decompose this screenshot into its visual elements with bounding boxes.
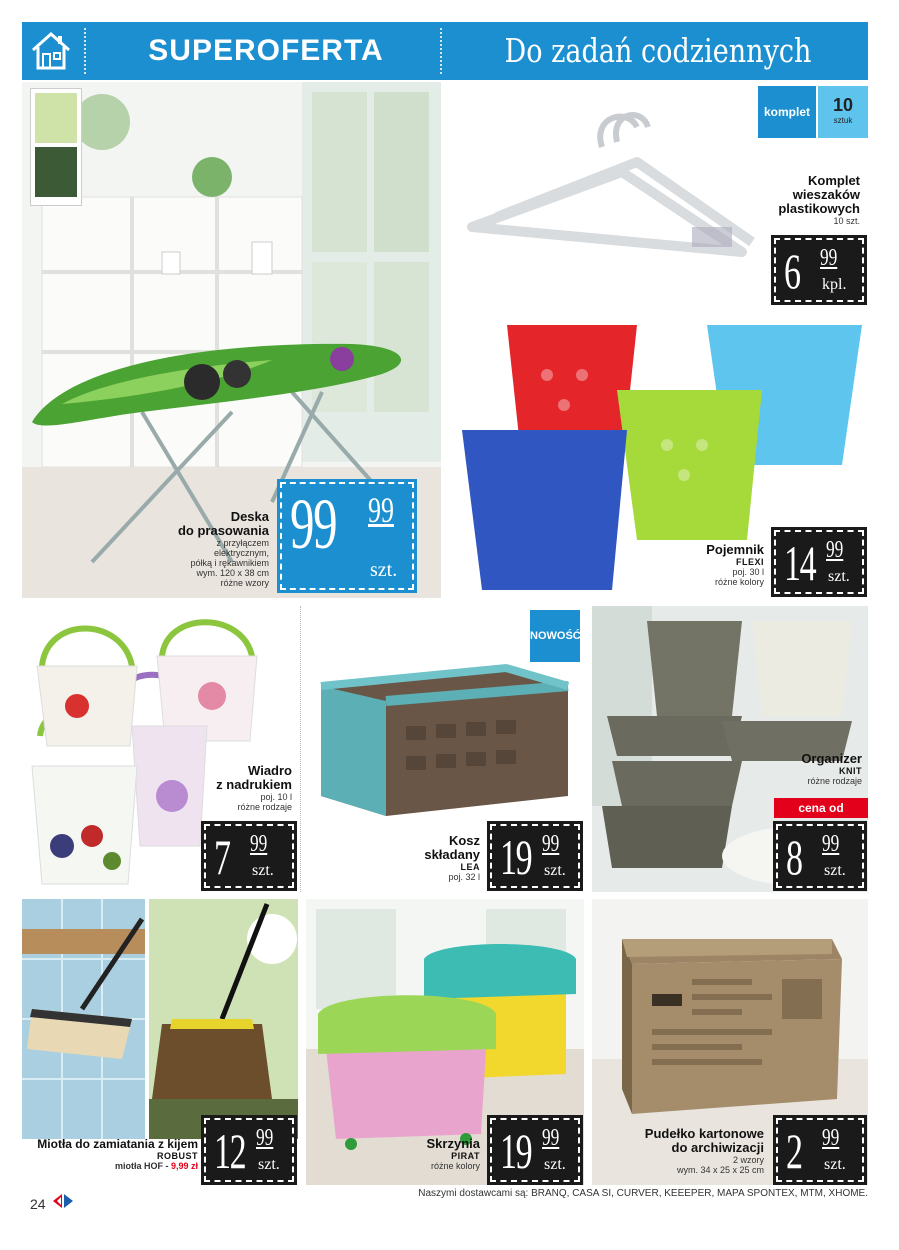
price-tag <box>204 824 294 888</box>
price-cents: 99 <box>250 831 268 857</box>
price-main: 7 <box>214 829 230 885</box>
quantity-badge <box>818 86 868 138</box>
price-unit: szt. <box>252 862 274 879</box>
pattern-swatches[interactable] <box>30 88 82 206</box>
new-badge: NOWOŚĆ <box>530 610 580 662</box>
product-brand: KNIT <box>839 766 862 776</box>
product-desc: różne kolory <box>714 577 764 587</box>
product-brand: PIRAT <box>451 1151 480 1161</box>
archive-box-text <box>604 1127 764 1175</box>
price-main: 99 <box>290 484 337 564</box>
price-from-badge: cena od <box>774 798 868 818</box>
product-desc: 10 szt. <box>833 216 860 226</box>
product-desc <box>22 1161 198 1171</box>
price-unit: kpl. <box>822 276 847 293</box>
price-cents: 99 <box>822 831 840 857</box>
price-main: 8 <box>786 829 802 885</box>
product-name: Pojemnik <box>706 542 764 557</box>
product-name: Pudełko kartonowe <box>644 1126 764 1141</box>
header-title-left: SUPEROFERTA <box>148 34 384 67</box>
price-main: 2 <box>786 1123 802 1179</box>
page-number: 24 <box>30 1196 46 1212</box>
product-desc: różne rodzaje <box>237 802 292 812</box>
product-desc: półką i rękawnikiem <box>190 558 269 568</box>
lea-crate-text <box>390 834 480 882</box>
price-main: 19 <box>500 1123 532 1179</box>
product-desc: różne wzory <box>220 578 269 588</box>
price-tag <box>776 1118 864 1182</box>
price-cents: 99 <box>820 245 838 271</box>
header-divider <box>84 28 86 74</box>
price-tag <box>490 1118 580 1182</box>
page-header <box>22 22 868 80</box>
product-name: Skrzynia <box>426 1136 480 1151</box>
price-tag <box>776 824 864 888</box>
pattern-swatch-orchid[interactable] <box>35 147 77 197</box>
product-desc-text: miotła HOF - <box>114 1161 171 1171</box>
carrefour-logo-icon <box>50 1192 76 1215</box>
product-name: do archiwizacji <box>671 1140 764 1155</box>
product-name: Deska <box>230 509 269 524</box>
price-unit: szt. <box>544 1156 566 1173</box>
price-unit: szt. <box>828 568 850 585</box>
product-name: Miotła do zamiatania z kijem <box>37 1137 198 1151</box>
product-name: wieszaków <box>792 187 860 202</box>
product-desc: z przyłączem <box>216 538 269 548</box>
pirat-chest-text <box>390 1137 480 1171</box>
price-cents: 99 <box>826 537 844 563</box>
price-unit: szt. <box>824 1156 846 1173</box>
price-cents: 99 <box>368 490 394 530</box>
knit-organizer-text <box>762 752 862 786</box>
price-tag <box>204 1118 294 1182</box>
product-brand: ROBUST <box>157 1151 198 1161</box>
product-name: Komplet <box>808 173 860 188</box>
price-cents: 99 <box>822 1125 840 1151</box>
product-brand: LEA <box>460 862 480 872</box>
product-desc: różne kolory <box>430 1161 480 1171</box>
product-desc: poj. 10 l <box>260 792 292 802</box>
quantity-unit: sztuk <box>833 116 853 125</box>
price-main: 14 <box>784 535 816 591</box>
price-main: 12 <box>214 1123 246 1179</box>
price-unit: szt. <box>544 862 566 879</box>
price-tag <box>280 482 414 590</box>
suppliers-note: Naszymi dostawcami są: BRANQ, CASA SI, CURVER, KEEEPER, MAPA SPONTEX, MTM, XHOME. <box>418 1188 868 1199</box>
price-tag <box>774 238 864 302</box>
printed-bucket-text <box>192 764 292 812</box>
price-unit: szt. <box>824 862 846 879</box>
pattern-swatch-flowers[interactable] <box>35 93 77 143</box>
product-name: Organizer <box>801 751 862 766</box>
price-unit: szt. <box>258 1156 280 1173</box>
product-name: z nadrukiem <box>216 777 292 792</box>
price-tag <box>490 824 580 888</box>
price-cents: 99 <box>542 831 560 857</box>
home-icon[interactable] <box>22 22 80 80</box>
price-cents: 99 <box>542 1125 560 1151</box>
header-divider <box>440 28 442 74</box>
price-cents: 99 <box>256 1125 274 1151</box>
broom-text <box>22 1137 198 1171</box>
product-desc: poj. 30 l <box>732 567 764 577</box>
price-main: 6 <box>784 243 800 299</box>
product-brand: FLEXI <box>735 557 764 567</box>
product-desc: wym. 34 x 25 x 25 cm <box>676 1165 764 1175</box>
flexi-text <box>654 543 764 587</box>
product-desc: poj. 32 l <box>448 872 480 882</box>
hangers-text <box>750 174 860 226</box>
quantity-number: 10 <box>832 95 854 115</box>
alt-price: 9,99 zł <box>170 1161 198 1171</box>
product-desc: 2 wzory <box>732 1155 764 1165</box>
product-desc: wym. 120 x 38 cm <box>196 568 269 578</box>
product-name: Wiadro <box>248 763 292 778</box>
price-unit: szt. <box>370 559 398 581</box>
product-desc: różne rodzaje <box>807 776 862 786</box>
product-name: składany <box>424 847 480 862</box>
product-name: Kosz <box>448 833 480 848</box>
product-desc: elektrycznym, <box>213 548 269 558</box>
set-badge: komplet <box>758 86 816 138</box>
panel-divider <box>300 606 301 892</box>
header-title-right: Do zadań codziennych <box>504 31 812 70</box>
price-main: 19 <box>500 829 532 885</box>
product-name: do prasowania <box>177 523 269 538</box>
price-tag <box>774 530 864 594</box>
product-name: plastikowych <box>778 201 860 216</box>
ironing-board-text <box>149 510 269 588</box>
